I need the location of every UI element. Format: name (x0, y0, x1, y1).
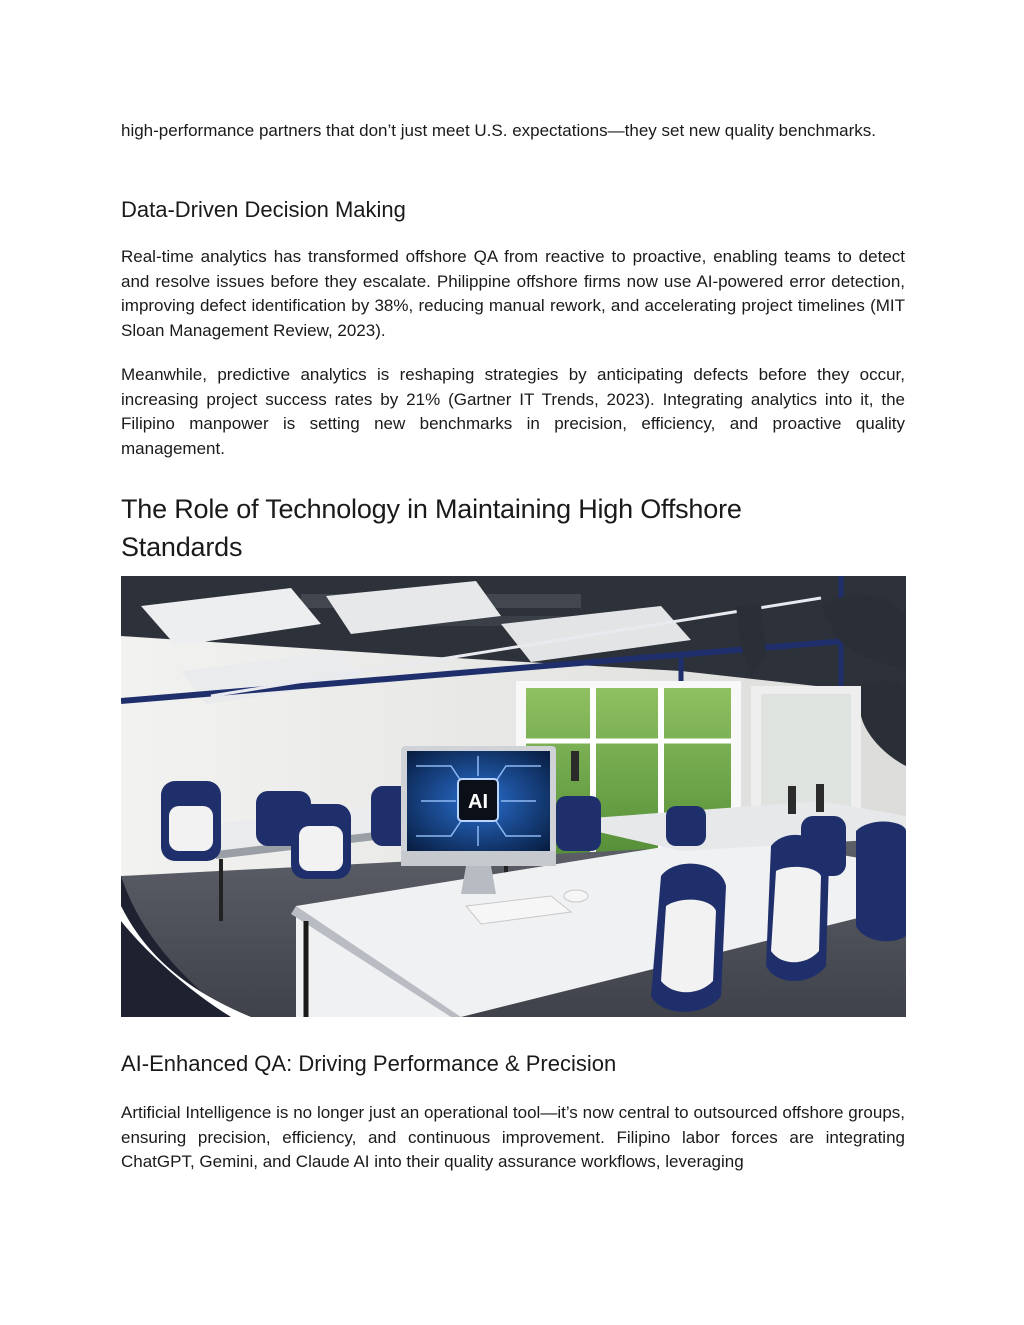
intro-paragraph: high-performance partners that don’t just meet U.S. expectations—they set new quality benchmarks. (121, 121, 876, 140)
data-driven-heading: Data-Driven Decision Making (121, 197, 406, 222)
data-driven-paragraph-2: Meanwhile, predictive analytics is reshaping strategies by anticipating defects before they occur, increasing project success rates by 21% (Gartner IT Trends, 2023). Integrating analytics into it, the Filipino manpower is setting new benchmarks in precision, efficiency, and proactive quality management. (121, 365, 905, 458)
ai-enhanced-qa-paragraph: Artificial Intelligence is no longer just an operational tool—it’s now central to outsourced offshore groups, ensuring precision, efficiency, and continuous improvement. Filipino labor forces are integrating ChatGPT, Gemini, and Claude AI into their quality assurance workflows, leveraging (121, 1103, 905, 1171)
technology-role-heading: The Role of Technology in Maintaining High Offshore Standards (121, 494, 742, 562)
ai-enhanced-qa-heading: AI-Enhanced QA: Driving Performance & Precision (121, 1051, 617, 1076)
office-photo (121, 576, 906, 1017)
data-driven-paragraph-1: Real-time analytics has transformed offshore QA from reactive to proactive, enabling teams to detect and resolve issues before they escalate. Philippine offshore firms now use AI-powered error detection, improving defect identification by 38%, reducing manual rework, and accelerating project timelines (MIT Sloan Management Review, 2023). (121, 247, 905, 340)
ai-screen-label: AI (468, 791, 488, 813)
